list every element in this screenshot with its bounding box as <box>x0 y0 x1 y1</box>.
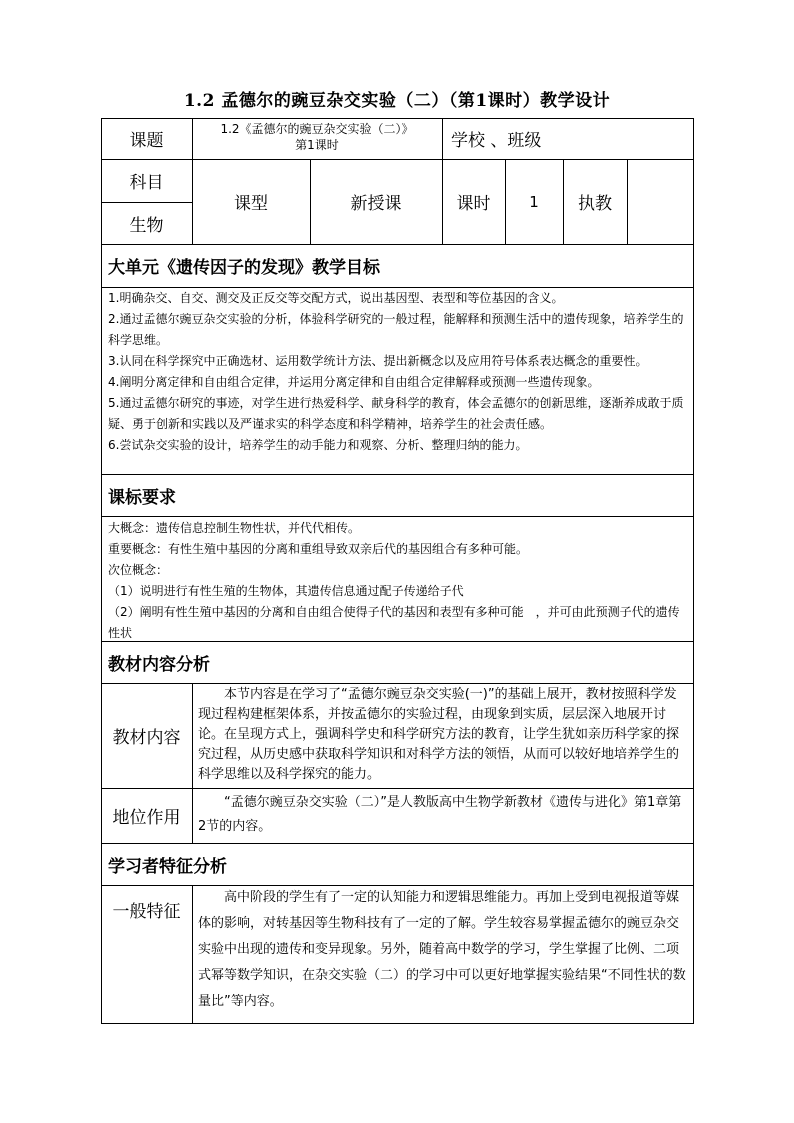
hours-value: 1 <box>529 192 539 211</box>
subject-label: 科目 <box>129 173 164 193</box>
unit-goal-item: 3.认同在科学探究中正确选材、运用数学统计方法、提出新概念以及应用符号体系表达概念的重要性。 <box>108 354 648 368</box>
learners-general-label: 一般特征 <box>112 901 181 922</box>
unit-goal-item: 1.明确杂交、自交、测交及正反交等交配方式，说出基因型、表型和等位基因的含义。 <box>108 291 564 305</box>
curriculum-line: （1）说明进行有性生殖的生物体，其遗传信息通过配子传递给子代 <box>108 584 464 598</box>
learners-general-text <box>193 883 693 1023</box>
unit-goal-item: 4.阐明分离定律和自由组合定律，并运用分离定律和自由组合定律解释或预测一些遗传现象。 <box>108 375 600 389</box>
subject-value: 生物 <box>129 215 164 236</box>
unit-goal-item: 2.通过孟德尔豌豆杂交实验的分析，体验科学研究的一般过程，能解释和预测生活中的遗传现象，培养学生的科学思维。 <box>108 312 684 347</box>
curriculum-line: （2）阐明有性生殖中基因的分离和自由组合使得子代的基因和表型有多种可能 ，并可由此预测子代的遗传性状 <box>108 605 680 640</box>
textbook-role-label: 地位作用 <box>112 808 181 828</box>
unit-goals-list <box>104 286 692 474</box>
textbook-title: 教材内容分析 <box>108 654 210 675</box>
document-title: 1.2 孟德尔的豌豆杂交实验（二）（第1课时）教学设计 <box>183 91 611 111</box>
topic-value <box>192 121 442 159</box>
textbook-role-text <box>193 789 693 843</box>
hours-label: 课时 <box>456 194 491 214</box>
curriculum-body <box>104 516 692 641</box>
table-border <box>627 159 628 244</box>
topic-value-line1: 1.2《孟德尔的豌豆杂交实验（二）》 <box>220 122 414 136</box>
curriculum-line: 次位概念： <box>108 563 169 577</box>
curriculum-line: 大概念：遗传信息控制生物性状，并代代相传。 <box>108 521 361 535</box>
lesson-type-label: 课型 <box>234 194 268 214</box>
textbook-content-paragraph: 本节内容是在学习了“孟德尔豌豆杂交实验(一)”的基础上展开，教材按照科学发现过程构建框架体系，并按孟德尔的实验过程，由现象到实质，层层深入地展开讨论。在呈现方式上，强调科学史和科学研究方法的教育，让学生犹如亲历科学家的探究过程，从历史感中获取科学知识和对科学方法的领悟，从而可以较好地培养学生的科学思维以及科学探究的能力。 <box>198 687 680 782</box>
textbook-content-label: 教材内容 <box>112 728 181 748</box>
unit-goals-title: 大单元《遗传因子的发现》教学目标 <box>108 258 380 278</box>
textbook-role-paragraph: “孟德尔豌豆杂交实验（二）”是人教版高中生物学新教材《遗传与进化》第1章第2节的内容。 <box>198 795 682 834</box>
unit-goal-item: 5.通过孟德尔研究的事迹，对学生进行热爱科学、献身科学的教育，体会孟德尔的创新思维，逐渐养成敢于质疑、勇于创新和实践以及严谨求实的科学态度和科学精神，培养学生的社会责任感。 <box>108 396 684 431</box>
school-class-label: 学校 、班级 <box>451 131 542 151</box>
table-border <box>693 118 694 1024</box>
curriculum-title: 课标要求 <box>108 487 176 508</box>
lesson-type-value: 新授课 <box>350 194 402 214</box>
curriculum-line: 重要概念：有性生殖中基因的分离和重组导致双亲后代的基因组合有多种可能。 <box>108 542 529 556</box>
learners-general-paragraph: 高中阶段的学生有了一定的认知能力和逻辑思维能力。再加上受到电视报道等媒体的影响，对转基因等生物科技有了一定的了解。学生较容易掌握孟德尔的豌豆杂交实验中出现的遗传和变异现象。另外，随着高中数学的学习，学生掌握了比例、二项式幂等数学知识，在杂交实验（二）的学习中可以更好地掌握实验结果“不同性状的数量比”等内容。 <box>198 890 686 1009</box>
topic-label: 课题 <box>129 131 164 151</box>
unit-goal-item: 6.尝试杂交实验的设计，培养学生的动手能力和观察、分析、整理归纳的能力。 <box>108 438 528 452</box>
textbook-content-text <box>193 683 693 788</box>
table-border <box>101 1023 694 1024</box>
learners-title: 学习者特征分析 <box>108 856 227 877</box>
topic-value-line2: 第1课时 <box>295 138 339 152</box>
teacher-label: 执教 <box>578 194 612 214</box>
